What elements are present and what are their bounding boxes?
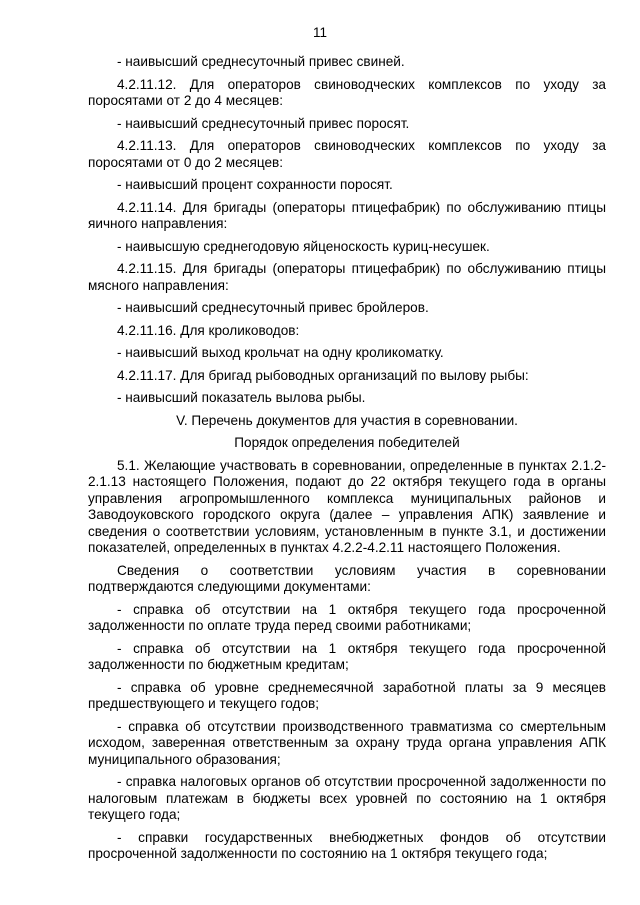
- document-body: [88, 54, 606, 869]
- clause: 4.2.11.17. Для бригад рыбоводных организаций по вылову рыбы:: [117, 367, 529, 383]
- list-item: - наивысший процент сохранности поросят.: [117, 177, 393, 192]
- list-item: - справка об отсутствии на 1 октября текущего года просроченной задолженности по бюджетным кредитам;: [88, 640, 606, 672]
- list-item: - наивысший среднесуточный привес бройлеров.: [117, 300, 429, 315]
- list-item: - справка об отсутствии производственного травматизма со смертельным исходом, заверенная ответственным за охрану труда органа управления АПК муниципального образования;: [88, 718, 606, 767]
- page-number: 11: [312, 25, 327, 40]
- clause: 5.1. Желающие участвовать в соревновании, определенные в пунктах 2.1.2-2.1.13 настоящего Положения, подают до 22 октября текущего года в органы управления агропромышленного комплекса муниципальных районов и Заводоуковского городского округа (далее – управления АПК) заявление и сведения о соответствии условиям, установленным в пункте 3.1, и достижении показателей, определенных в пунктах 4.2.2-4.2.11 настоящего Положения.: [88, 457, 606, 555]
- list-item: - наивысший показатель вылова рыбы.: [117, 390, 366, 405]
- list-item: - справки государственных внебюджетных фондов об отсутствии просроченной задолженности по состоянию на 1 октября текущего года;: [88, 829, 606, 861]
- section-heading: V. Перечень документов для участия в соревновании.: [176, 412, 518, 428]
- list-item: - наивысший среднесуточный привес свиней.: [117, 54, 405, 69]
- list-item: - справка налоговых органов об отсутствии просроченной задолженности по налоговым платежам в бюджеты всех уровней по состоянию на 1 октября текущего года;: [88, 774, 606, 822]
- clause: 4.2.11.14. Для бригады (операторы птицефабрик) по обслуживанию птицы яичного направления:: [88, 199, 606, 231]
- clause: 4.2.11.12. Для операторов свиноводческих комплексов по уходу за поросятами от 2 до 4 месяцев:: [88, 76, 606, 108]
- list-item: - справка об уровне среднемесячной заработной платы за 9 месяцев предшествующего и текущего годов;: [88, 679, 606, 711]
- paragraph: Сведения о соответствии условиям участия в соревновании подтверждаются следующими документами:: [88, 562, 606, 594]
- list-item: - наивысшую среднегодовую яйценоскость куриц-несушек.: [117, 238, 490, 254]
- list-item: - справка об отсутствии на 1 октября текущего года просроченной задолженности по оплате труда перед своими работниками;: [88, 601, 606, 633]
- list-item: - наивысший среднесуточный привес поросят.: [117, 115, 410, 131]
- clause: 4.2.11.15. Для бригады (операторы птицефабрик) по обслуживанию птицы мясного направления:: [88, 261, 606, 293]
- list-item: - наивысший выход крольчат на одну кроликоматку.: [117, 345, 444, 360]
- clause: 4.2.11.16. Для кролиководов:: [117, 322, 300, 338]
- clause: 4.2.11.13. Для операторов свиноводческих комплексов по уходу за поросятами от 0 до 2 месяцев:: [88, 138, 606, 170]
- section-subheading: Порядок определения победителей: [234, 435, 460, 450]
